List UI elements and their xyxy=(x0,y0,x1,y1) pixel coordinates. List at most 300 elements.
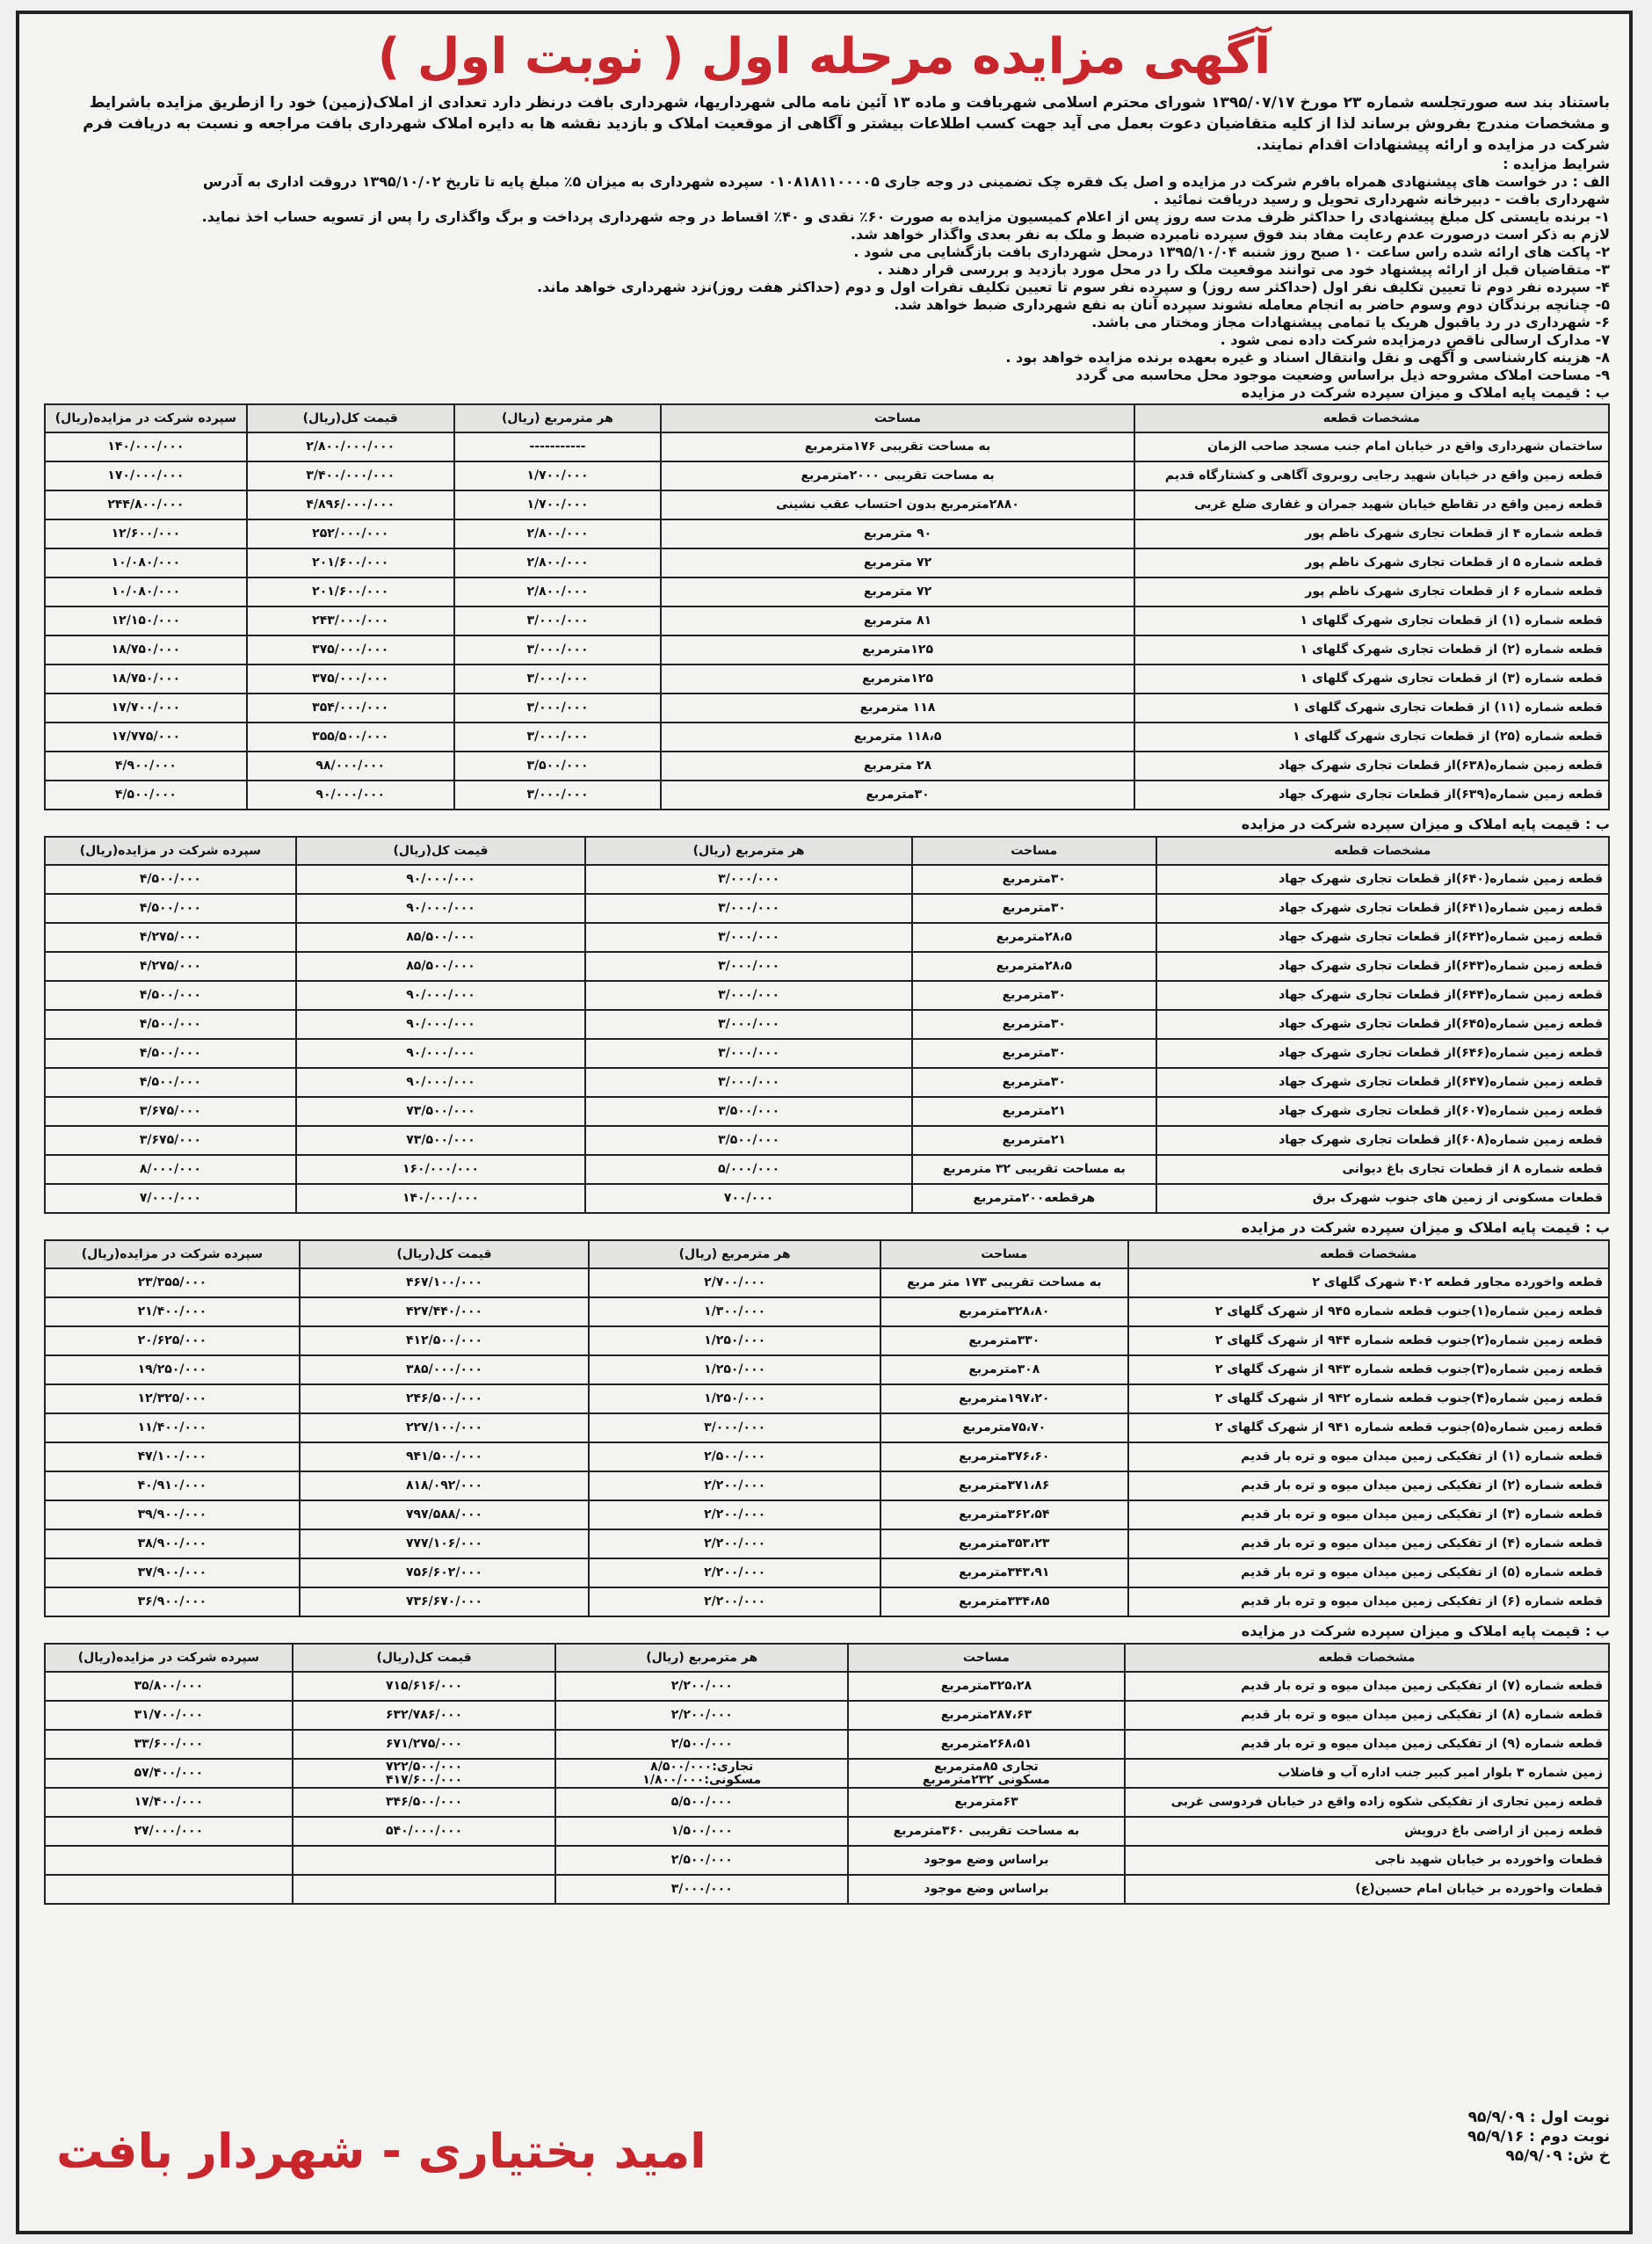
cell-per-m: ۳/۰۰۰/۰۰۰ xyxy=(585,981,912,1010)
cell-area: ۳۷۶،۶۰مترمربع xyxy=(880,1442,1128,1471)
table-row xyxy=(45,1672,1609,1701)
cell-area: ۳۲۵،۲۸مترمربع xyxy=(848,1672,1125,1701)
cell-total xyxy=(293,1875,556,1904)
cell-deposit: ۴۷/۱۰۰/۰۰۰ xyxy=(45,1442,300,1471)
cell-area: هرقطعه۲۰۰مترمربع xyxy=(912,1184,1156,1213)
cell-desc: زمین شماره ۳ بلوار امیر کبیر جنب اداره آب و فاضلاب xyxy=(1125,1759,1609,1788)
cell-total: ۷۳/۵۰۰/۰۰۰ xyxy=(296,1126,586,1155)
cell-total: ۷۳/۵۰۰/۰۰۰ xyxy=(296,1097,586,1126)
table-row xyxy=(45,894,1609,923)
cell-desc: قطعه زمین تجاری از تفکیکی شکوه زاده واقع در خیابان فردوسی غربی xyxy=(1125,1788,1609,1817)
condition-line: ۸- هزینه کارشناسی و آگهی و نقل وانتقال اسناد و غیره بعهده برنده مزایده خواهد بود . xyxy=(1005,349,1610,366)
cell-deposit: ۳/۶۷۵/۰۰۰ xyxy=(45,1126,296,1155)
cell-deposit: ۳۷/۹۰۰/۰۰۰ xyxy=(45,1558,300,1587)
cell-area: براساس وضع موجود xyxy=(848,1846,1125,1875)
table-row xyxy=(45,606,1609,635)
header-area: مساحت xyxy=(880,1240,1128,1268)
cell-deposit: ۲۴۴/۸۰۰/۰۰۰ xyxy=(45,490,247,519)
cell-total: ۸۵/۵۰۰/۰۰۰ xyxy=(296,952,586,981)
table-row xyxy=(45,1442,1609,1471)
conditions-title: شرایط مزایده : xyxy=(1503,156,1610,172)
cell-per-m: تجاری:۸/۵۰۰/۰۰۰ مسکونی:۱/۸۰۰/۰۰۰ xyxy=(555,1759,848,1788)
cell-desc: قطعه زمین شماره(۶۰۸)از قطعات تجاری شهرک جهاد xyxy=(1156,1126,1609,1155)
cell-per-m: ۱/۲۵۰/۰۰۰ xyxy=(589,1384,880,1413)
cell-total: ۲/۸۰۰/۰۰۰/۰۰۰ xyxy=(247,432,454,461)
cell-per-m: ۳/۰۰۰/۰۰۰ xyxy=(585,1010,912,1039)
cell-per-m: ۲/۲۰۰/۰۰۰ xyxy=(589,1529,880,1558)
cell-deposit xyxy=(45,1875,293,1904)
header-area: مساحت xyxy=(661,404,1134,432)
cell-desc: قطعه شماره ۸ از قطعات تجاری باغ دیوانی xyxy=(1156,1155,1609,1184)
cell-desc: قطعه زمین شماره(۶۳۸)از قطعات تجاری شهرک جهاد xyxy=(1134,752,1609,781)
cell-area: ۳۳۰مترمربع xyxy=(880,1326,1128,1355)
publication-dates xyxy=(1467,2108,1610,2166)
cell-desc: قطعه زمین شماره(۶۴۷)از قطعات تجاری شهرک جهاد xyxy=(1156,1068,1609,1097)
cell-total: ۹۰/۰۰۰/۰۰۰ xyxy=(247,781,454,810)
cell-desc: قطعه زمین واقع در تقاطع خیابان شهید جمران و غفاری ضلع غربی xyxy=(1134,490,1609,519)
table-row xyxy=(45,1788,1609,1817)
cell-total: ۸۱۸/۰۹۲/۰۰۰ xyxy=(300,1471,590,1500)
intro-line: باستناد بند سه صورتجلسه شماره ۲۳ مورخ ۱۳۹۵/۰۷/۱۷ شورای محترم اسلامی شهربافت و ماده ۱۳ آئین نامه مالی شهرداریها، شهرداری بافت درنظر دارد تعدادی از املاک(زمین) خود را ازطریق مزایده باشرایط xyxy=(89,94,1610,112)
cell-area: ۳۰۸مترمربع xyxy=(880,1355,1128,1384)
table-row xyxy=(45,577,1609,606)
table-row xyxy=(45,1875,1609,1904)
cell-area: ۳۴۳،۹۱مترمربع xyxy=(880,1558,1128,1587)
cell-per-m: ۱/۳۰۰/۰۰۰ xyxy=(589,1297,880,1326)
cell-per-m: ۲/۲۰۰/۰۰۰ xyxy=(589,1558,880,1587)
cell-area: ۳۰مترمربع xyxy=(912,1039,1156,1068)
mayor-signature: امید بختیاری - شهردار بافت xyxy=(56,2124,706,2179)
cell-total: ۶۷۱/۲۷۵/۰۰۰ xyxy=(293,1730,556,1759)
table-row xyxy=(45,1759,1609,1788)
table-row xyxy=(45,1471,1609,1500)
cell-deposit: ۱۲/۱۵۰/۰۰۰ xyxy=(45,606,247,635)
cell-per-m: ۳/۰۰۰/۰۰۰ xyxy=(454,723,662,752)
cell-total: ۴۶۷/۱۰۰/۰۰۰ xyxy=(300,1268,590,1297)
cell-deposit: ۱۷/۷۷۵/۰۰۰ xyxy=(45,723,247,752)
notice-title: آگهی مزایده مرحله اول ( نوبت اول ) xyxy=(377,28,1272,85)
header-desc: مشخصات قطعه xyxy=(1134,404,1609,432)
condition-line: ۶- شهرداری در رد یاقبول هریک یا تمامی پیشنهادات مجاز ومختار می باشد. xyxy=(1091,314,1610,330)
cell-area: ۳۰مترمربع xyxy=(912,865,1156,894)
price-table-1 xyxy=(44,403,1610,810)
cell-area: ۱۱۸ مترمربع xyxy=(661,694,1134,723)
cell-area: به مساحت تقریبی ۱۷۳ متر مربع xyxy=(880,1268,1128,1297)
cell-total: ۲۴۳/۰۰۰/۰۰۰ xyxy=(247,606,454,635)
cell-desc: قطعه شماره (۸) از تفکیکی زمین میدان میوه و تره بار قدیم xyxy=(1125,1701,1609,1730)
cell-total: ۱۶۰/۰۰۰/۰۰۰ xyxy=(296,1155,586,1184)
cell-deposit: ۴/۵۰۰/۰۰۰ xyxy=(45,1039,296,1068)
cell-desc: قطعه زمین شماره(۶۰۷)از قطعات تجاری شهرک جهاد xyxy=(1156,1097,1609,1126)
cell-deposit: ۱۲/۶۰۰/۰۰۰ xyxy=(45,519,247,548)
cell-area: ۳۰مترمربع xyxy=(912,894,1156,923)
cell-deposit: ۴/۲۷۵/۰۰۰ xyxy=(45,952,296,981)
section-heading: ب : قیمت پایه املاک و میزان سپرده شرکت در مزایده xyxy=(1241,1219,1610,1236)
table-row xyxy=(45,1846,1609,1875)
cell-deposit: ۷/۰۰۰/۰۰۰ xyxy=(45,1184,296,1213)
cell-per-m: ۲/۸۰۰/۰۰۰ xyxy=(454,548,662,577)
cell-per-m: ۳/۰۰۰/۰۰۰ xyxy=(589,1413,880,1442)
cell-area: ۲۸۷،۶۳مترمربع xyxy=(848,1701,1125,1730)
first-publication-date: نوبت اول : ۹۵/۹/۰۹ xyxy=(1467,2109,1610,2126)
table-row xyxy=(45,923,1609,952)
header-area: مساحت xyxy=(848,1644,1125,1672)
table-row xyxy=(45,1529,1609,1558)
cell-desc: قطعات واخورده بر خیابان امام حسین(ع) xyxy=(1125,1875,1609,1904)
cell-desc: قطعه زمین شماره(۵)جنوب قطعه شماره ۹۴۱ از شهرک گلهای ۲ xyxy=(1128,1413,1609,1442)
intro-paragraph xyxy=(39,92,1610,156)
cell-total: ۹۰/۰۰۰/۰۰۰ xyxy=(296,1039,586,1068)
cell-deposit: ۴/۵۰۰/۰۰۰ xyxy=(45,865,296,894)
condition-line: ب : قیمت پایه املاک و میزان سپرده شرکت در مزایده xyxy=(1241,384,1610,401)
cell-per-m: ۵/۰۰۰/۰۰۰ xyxy=(585,1155,912,1184)
condition-line: ۷- مدارک ارسالی ناقص درمزایده شرکت داده نمی شود . xyxy=(1220,331,1610,348)
table-row xyxy=(45,952,1609,981)
cell-deposit: ۱۷/۷۰۰/۰۰۰ xyxy=(45,694,247,723)
cell-area: ۲۸ مترمربع xyxy=(661,752,1134,781)
cell-deposit: ۱۷/۴۰۰/۰۰۰ xyxy=(45,1788,293,1817)
cell-per-m: ۲/۲۰۰/۰۰۰ xyxy=(589,1471,880,1500)
cell-deposit: ۳۹/۹۰۰/۰۰۰ xyxy=(45,1500,300,1529)
cell-area: ۳۵۳،۲۳مترمربع xyxy=(880,1529,1128,1558)
table-row xyxy=(45,1097,1609,1126)
cell-per-m: ۲/۵۰۰/۰۰۰ xyxy=(589,1442,880,1471)
cell-total: ۷۳۶/۶۷۰/۰۰۰ xyxy=(300,1587,590,1616)
cell-total: ۳/۴۰۰/۰۰۰/۰۰۰ xyxy=(247,461,454,490)
table-row xyxy=(45,1039,1609,1068)
cell-desc: قطعه زمین شماره(۶۴۴)از قطعات تجاری شهرک جهاد xyxy=(1156,981,1609,1010)
cell-per-m: ۳/۵۰۰/۰۰۰ xyxy=(585,1097,912,1126)
table-row xyxy=(45,1355,1609,1384)
cell-area: ۹۰ مترمربع xyxy=(661,519,1134,548)
cell-desc: قطعات مسکونی از زمین های جنوب شهرک برق xyxy=(1156,1184,1609,1213)
table-row xyxy=(45,490,1609,519)
header-desc: مشخصات قطعه xyxy=(1156,837,1609,865)
condition-line: ۱- برنده بایستی کل مبلغ پیشنهادی را حداکثر ظرف مدت سه روز پس از اعلام کمیسیون مزایده به صورت ۶۰٪ نقدی و ۴۰٪ اقساط در وجه شهرداری پرداخت و برگ واگذاری را پس از تسویه حساب اخذ نماید. xyxy=(201,208,1610,225)
cell-desc: قطعه شماره (۵) از تفکیکی زمین میدان میوه و تره بار قدیم xyxy=(1128,1558,1609,1587)
cell-deposit: ۲۱/۴۰۰/۰۰۰ xyxy=(45,1297,300,1326)
table-row xyxy=(45,1268,1609,1297)
cell-desc: قطعه زمین شماره(۶۴۵)از قطعات تجاری شهرک جهاد xyxy=(1156,1010,1609,1039)
cell-deposit: ۳/۶۷۵/۰۰۰ xyxy=(45,1097,296,1126)
cell-area: ۲۱مترمربع xyxy=(912,1126,1156,1155)
cell-total: ۷۹۷/۵۸۸/۰۰۰ xyxy=(300,1500,590,1529)
header-per-m: هر مترمربع (ریال) xyxy=(585,837,912,865)
header-total: قیمت کل(ریال) xyxy=(300,1240,590,1268)
cell-total: ۵۴۰/۰۰۰/۰۰۰ xyxy=(293,1817,556,1846)
cell-per-m: ۳/۰۰۰/۰۰۰ xyxy=(555,1875,848,1904)
cell-deposit: ۱۱/۴۰۰/۰۰۰ xyxy=(45,1413,300,1442)
table-row xyxy=(45,1558,1609,1587)
cell-deposit: ۱۰/۰۸۰/۰۰۰ xyxy=(45,548,247,577)
header-per-m: هر مترمربع (ریال) xyxy=(454,404,662,432)
section-heading: ب : قیمت پایه املاک و میزان سپرده شرکت در مزایده xyxy=(1241,816,1610,832)
cell-deposit: ۳۵/۸۰۰/۰۰۰ xyxy=(45,1672,293,1701)
cell-total: ۹۰/۰۰۰/۰۰۰ xyxy=(296,894,586,923)
cell-area: ۳۰مترمربع xyxy=(912,1010,1156,1039)
cell-area: ۶۳مترمربع xyxy=(848,1788,1125,1817)
cell-desc: قطعه شماره (۴) از تفکیکی زمین میدان میوه و تره بار قدیم xyxy=(1128,1529,1609,1558)
second-publication-date: نوبت دوم : ۹۵/۹/۱۶ xyxy=(1467,2128,1610,2146)
condition-line: ۳- متقاضیان قبل از ارائه پیشنهاد خود می توانند موقعیت ملک را در محل مورد بازدید و بررسی قرار دهند . xyxy=(877,261,1610,278)
cell-per-m: ۲/۸۰۰/۰۰۰ xyxy=(454,519,662,548)
cell-total: ۴۲۷/۴۴۰/۰۰۰ xyxy=(300,1297,590,1326)
cell-desc: قطعه زمین شماره(۲)جنوب قطعه شماره ۹۴۴ از شهرک گلهای ۲ xyxy=(1128,1326,1609,1355)
cell-total: ۳۵۵/۵۰۰/۰۰۰ xyxy=(247,723,454,752)
cell-deposit: ۵۷/۴۰۰/۰۰۰ xyxy=(45,1759,293,1788)
header-deposit: سپرده شرکت در مزایده(ریال) xyxy=(45,404,247,432)
cell-deposit: ۱۷۰/۰۰۰/۰۰۰ xyxy=(45,461,247,490)
table-row xyxy=(45,1500,1609,1529)
cell-per-m: ۳/۰۰۰/۰۰۰ xyxy=(585,952,912,981)
cell-desc: قطعه زمین شماره(۶۳۹)از قطعات تجاری شهرک جهاد xyxy=(1134,781,1609,810)
cell-per-m: ۱/۲۵۰/۰۰۰ xyxy=(589,1326,880,1355)
header-per-m: هر مترمربع (ریال) xyxy=(589,1240,880,1268)
header-desc: مشخصات قطعه xyxy=(1128,1240,1609,1268)
cell-desc: قطعه شماره ۴ از قطعات تجاری شهرک ناظم پور xyxy=(1134,519,1609,548)
table-row xyxy=(45,1010,1609,1039)
table-row xyxy=(45,981,1609,1010)
cell-area: ۷۵،۷۰مترمربع xyxy=(880,1413,1128,1442)
table-row xyxy=(45,664,1609,694)
cell-per-m: ۳/۰۰۰/۰۰۰ xyxy=(454,606,662,635)
conditions-list xyxy=(39,156,1610,402)
cell-deposit: ۴/۹۰۰/۰۰۰ xyxy=(45,752,247,781)
cell-desc: قطعه شماره (۳) از قطعات تجاری شهرک گلهای ۱ xyxy=(1134,664,1609,694)
cell-deposit: ۲۳/۳۵۵/۰۰۰ xyxy=(45,1268,300,1297)
cell-area: براساس وضع موجود xyxy=(848,1875,1125,1904)
table-row xyxy=(45,1126,1609,1155)
cell-area: به مساحت تقریبی ۲۰۰۰مترمربع xyxy=(661,461,1134,490)
cell-per-m: ۳/۰۰۰/۰۰۰ xyxy=(454,664,662,694)
cell-total: ۴۱۲/۵۰۰/۰۰۰ xyxy=(300,1326,590,1355)
cell-per-m: ۵/۵۰۰/۰۰۰ xyxy=(555,1788,848,1817)
cell-total: ۹۰/۰۰۰/۰۰۰ xyxy=(296,865,586,894)
cell-area: ۲۱مترمربع xyxy=(912,1097,1156,1126)
condition-line: ۲- پاکت های ارائه شده راس ساعت ۱۰ صبح روز شنبه ۱۳۹۵/۱۰/۰۴ درمحل شهرداری بافت بازگشایی می شود . xyxy=(853,243,1610,260)
cell-total: ۷۵۶/۶۰۲/۰۰۰ xyxy=(300,1558,590,1587)
table-row xyxy=(45,1326,1609,1355)
cell-total: ۹۸/۰۰۰/۰۰۰ xyxy=(247,752,454,781)
cell-area: ۳۷۱،۸۶مترمربع xyxy=(880,1471,1128,1500)
auction-notice xyxy=(16,11,1633,2234)
cell-total: ۲۴۶/۵۰۰/۰۰۰ xyxy=(300,1384,590,1413)
intro-line: شرکت در مزایده و ارائه پیشنهادات اقدام نمایند. xyxy=(1256,136,1610,154)
cell-desc: قطعه زمین شماره(۶۴۱)از قطعات تجاری شهرک جهاد xyxy=(1156,894,1609,923)
cell-total: ۳۸۵/۰۰۰/۰۰۰ xyxy=(300,1355,590,1384)
cell-total: ۳۷۵/۰۰۰/۰۰۰ xyxy=(247,664,454,694)
cell-area: ۲۸،۵مترمربع xyxy=(912,952,1156,981)
cell-desc: قطعه زمین شماره(۳)جنوب قطعه شماره ۹۴۳ از شهرک گلهای ۲ xyxy=(1128,1355,1609,1384)
reference-code: خ ش: ۹۵/۹/۰۹ xyxy=(1505,2147,1610,2165)
table-row xyxy=(45,635,1609,664)
cell-total: ۹۰/۰۰۰/۰۰۰ xyxy=(296,1010,586,1039)
condition-line: ۹- مساحت املاک مشروحه ذیل براساس وضعیت موجود محل محاسبه می گردد xyxy=(1076,367,1610,383)
condition-line: لازم به ذکر است درصورت عدم رعایت مفاد بند فوق سپرده نامبرده ضبط و ملک به نفر بعدی واگذار خواهد شد. xyxy=(850,226,1610,243)
table-row xyxy=(45,432,1609,461)
cell-deposit: ۴/۵۰۰/۰۰۰ xyxy=(45,981,296,1010)
cell-area: به مساحت تقریبی ۱۷۶مترمربع xyxy=(661,432,1134,461)
table-header-row xyxy=(45,404,1609,432)
table-row xyxy=(45,519,1609,548)
cell-deposit: ۳۶/۹۰۰/۰۰۰ xyxy=(45,1587,300,1616)
cell-deposit: ۲۰/۶۲۵/۰۰۰ xyxy=(45,1326,300,1355)
cell-per-m: ۱/۷۰۰/۰۰۰ xyxy=(454,490,662,519)
cell-total xyxy=(293,1846,556,1875)
cell-area: ۲۸۸۰مترمربع بدون احتساب عقب نشینی xyxy=(661,490,1134,519)
section-heading: ب : قیمت پایه املاک و میزان سپرده شرکت در مزایده xyxy=(1241,1623,1610,1639)
cell-area: ۱۱۸،۵ مترمربع xyxy=(661,723,1134,752)
cell-deposit: ۴/۵۰۰/۰۰۰ xyxy=(45,1010,296,1039)
cell-desc: قطعه شماره (۶) از تفکیکی زمین میدان میوه و تره بار قدیم xyxy=(1128,1587,1609,1616)
cell-per-m: ۳/۰۰۰/۰۰۰ xyxy=(454,781,662,810)
cell-desc: قطعه زمین شماره(۴)جنوب قطعه شماره ۹۴۲ از شهرک گلهای ۲ xyxy=(1128,1384,1609,1413)
cell-per-m: ----------- xyxy=(454,432,662,461)
table-row xyxy=(45,1384,1609,1413)
cell-total: ۹۰/۰۰۰/۰۰۰ xyxy=(296,1068,586,1097)
price-table-4 xyxy=(44,1643,1610,1905)
cell-desc: قطعه شماره (۱) از قطعات تجاری شهرک گلهای ۱ xyxy=(1134,606,1609,635)
cell-deposit: ۱۰/۰۸۰/۰۰۰ xyxy=(45,577,247,606)
cell-deposit: ۳۳/۶۰۰/۰۰۰ xyxy=(45,1730,293,1759)
table-row xyxy=(45,1587,1609,1616)
cell-area: به مساحت تقریبی ۳۶۰مترمربع xyxy=(848,1817,1125,1846)
cell-per-m: ۳/۰۰۰/۰۰۰ xyxy=(585,894,912,923)
header-per-m: هر مترمربع (ریال) xyxy=(555,1644,848,1672)
cell-total: ۲۰۱/۶۰۰/۰۰۰ xyxy=(247,548,454,577)
header-total: قیمت کل(ریال) xyxy=(296,837,586,865)
table-row xyxy=(45,865,1609,894)
cell-desc: قطعه شماره (۱) از تفکیکی زمین میدان میوه و تره بار قدیم xyxy=(1128,1442,1609,1471)
table-header-row xyxy=(45,1644,1609,1672)
cell-desc: قطعه شماره (۲۵) از قطعات تجاری شهرک گلهای ۱ xyxy=(1134,723,1609,752)
header-desc: مشخصات قطعه xyxy=(1125,1644,1609,1672)
cell-desc: قطعه شماره ۶ از قطعات تجاری شهرک ناظم پور xyxy=(1134,577,1609,606)
table-row xyxy=(45,1297,1609,1326)
cell-deposit: ۳۱/۷۰۰/۰۰۰ xyxy=(45,1701,293,1730)
cell-total: ۳۷۵/۰۰۰/۰۰۰ xyxy=(247,635,454,664)
header-area: مساحت xyxy=(912,837,1156,865)
table-row xyxy=(45,781,1609,810)
condition-line: ۵- چنانچه برندگان دوم وسوم حاضر به انجام معامله نشوند سپرده آنان به نفع شهرداری ضبط خواهد شد. xyxy=(894,296,1610,313)
cell-per-m: ۱/۵۰۰/۰۰۰ xyxy=(555,1817,848,1846)
cell-area: ۷۲ مترمربع xyxy=(661,577,1134,606)
table-row xyxy=(45,1068,1609,1097)
cell-area: تجاری ۸۵مترمربع مسکونی ۲۳۲مترمربع xyxy=(848,1759,1125,1788)
cell-per-m: ۲/۲۰۰/۰۰۰ xyxy=(589,1500,880,1529)
header-deposit: سپرده شرکت در مزایده(ریال) xyxy=(45,1644,293,1672)
cell-total: ۷۷۷/۱۰۶/۰۰۰ xyxy=(300,1529,590,1558)
condition-line: الف : در خواست های پیشنهادی همراه بافرم شرکت در مزایده و اصل یک فقره چک تضمینی در وجه جاری ۰۱۰۸۱۸۱۱۰۰۰۰۵ سپرده شهرداری به میزان ۵٪ مبلغ پایه تا تاریخ ۱۳۹۵/۱۰/۰۲ دروقت اداری به آدرس xyxy=(202,173,1610,190)
cell-per-m: ۲/۵۰۰/۰۰۰ xyxy=(555,1730,848,1759)
cell-desc: قطعه شماره (۷) از تفکیکی زمین میدان میوه و تره بار قدیم xyxy=(1125,1672,1609,1701)
cell-desc: قطعه زمین از اراضی باغ درویش xyxy=(1125,1817,1609,1846)
cell-area: ۳۶۲،۵۴مترمربع xyxy=(880,1500,1128,1529)
cell-area: ۱۲۵مترمربع xyxy=(661,635,1134,664)
cell-desc: قطعه زمین شماره(۱)جنوب قطعه شماره ۹۴۵ از شهرک گلهای ۲ xyxy=(1128,1297,1609,1326)
table-row xyxy=(45,461,1609,490)
cell-total: ۳۴۶/۵۰۰/۰۰۰ xyxy=(293,1788,556,1817)
cell-area: ۷۲ مترمربع xyxy=(661,548,1134,577)
table-row xyxy=(45,1155,1609,1184)
cell-per-m: ۳/۰۰۰/۰۰۰ xyxy=(585,923,912,952)
table-row xyxy=(45,694,1609,723)
cell-desc: قطعه شماره (۲) از قطعات تجاری شهرک گلهای ۱ xyxy=(1134,635,1609,664)
cell-desc: قطعه زمین شماره(۶۴۰)از قطعات تجاری شهرک جهاد xyxy=(1156,865,1609,894)
notice-footer xyxy=(39,2108,1610,2213)
cell-per-m: ۷۰۰/۰۰۰ xyxy=(585,1184,912,1213)
table-row xyxy=(45,752,1609,781)
cell-deposit: ۴/۲۷۵/۰۰۰ xyxy=(45,923,296,952)
condition-line: ۴- سپرده نفر دوم تا تعیین تکلیف نفر اول (حداکثر سه روز) و سپرده نفر سوم تا تعیین تکلیف نفرات اول و دوم (حداکثر هفت روز)نزد شهرداری خواهد ماند. xyxy=(537,279,1610,295)
cell-deposit: ۱۴۰/۰۰۰/۰۰۰ xyxy=(45,432,247,461)
cell-area: ۳۳۴،۸۵مترمربع xyxy=(880,1587,1128,1616)
cell-desc: ساختمان شهرداری واقع در خیابان امام جنب مسجد صاحب الزمان xyxy=(1134,432,1609,461)
cell-area: به مساحت تقریبی ۳۲ مترمربع xyxy=(912,1155,1156,1184)
cell-deposit: ۴۰/۹۱۰/۰۰۰ xyxy=(45,1471,300,1500)
cell-total: ۹۴۱/۵۰۰/۰۰۰ xyxy=(300,1442,590,1471)
cell-desc: قطعات واخورده بر خیابان شهید ناجی xyxy=(1125,1846,1609,1875)
table-header-row xyxy=(45,1240,1609,1268)
cell-deposit xyxy=(45,1846,293,1875)
cell-desc: قطعه شماره (۲) از تفکیکی زمین میدان میوه و تره بار قدیم xyxy=(1128,1471,1609,1500)
table-row xyxy=(45,1184,1609,1213)
price-table-3 xyxy=(44,1239,1610,1617)
cell-deposit: ۱۸/۷۵۰/۰۰۰ xyxy=(45,664,247,694)
cell-area: ۳۲۸،۸۰مترمربع xyxy=(880,1297,1128,1326)
cell-per-m: ۳/۰۰۰/۰۰۰ xyxy=(454,694,662,723)
cell-per-m: ۲/۷۰۰/۰۰۰ xyxy=(589,1268,880,1297)
table-row xyxy=(45,1730,1609,1759)
cell-desc: قطعه شماره (۱۱) از قطعات تجاری شهرک گلهای ۱ xyxy=(1134,694,1609,723)
header-deposit: سپرده شرکت در مزایده(ریال) xyxy=(45,837,296,865)
cell-area: ۱۲۵مترمربع xyxy=(661,664,1134,694)
cell-per-m: ۳/۰۰۰/۰۰۰ xyxy=(454,635,662,664)
cell-per-m: ۲/۸۰۰/۰۰۰ xyxy=(454,577,662,606)
cell-deposit: ۴/۵۰۰/۰۰۰ xyxy=(45,894,296,923)
cell-total: ۲۲۷/۱۰۰/۰۰۰ xyxy=(300,1413,590,1442)
cell-desc: قطعه شماره (۳) از تفکیکی زمین میدان میوه و تره بار قدیم xyxy=(1128,1500,1609,1529)
cell-per-m: ۲/۲۰۰/۰۰۰ xyxy=(589,1587,880,1616)
cell-deposit: ۱۸/۷۵۰/۰۰۰ xyxy=(45,635,247,664)
table-row xyxy=(45,548,1609,577)
cell-per-m: ۳/۰۰۰/۰۰۰ xyxy=(585,1068,912,1097)
table-header-row xyxy=(45,837,1609,865)
cell-total: ۲۵۲/۰۰۰/۰۰۰ xyxy=(247,519,454,548)
price-table-2 xyxy=(44,836,1610,1214)
cell-area: ۸۱ مترمربع xyxy=(661,606,1134,635)
cell-deposit: ۳۸/۹۰۰/۰۰۰ xyxy=(45,1529,300,1558)
cell-per-m: ۲/۵۰۰/۰۰۰ xyxy=(555,1846,848,1875)
cell-per-m: ۳/۵۰۰/۰۰۰ xyxy=(585,1126,912,1155)
cell-per-m: ۲/۲۰۰/۰۰۰ xyxy=(555,1672,848,1701)
cell-deposit: ۸/۰۰۰/۰۰۰ xyxy=(45,1155,296,1184)
cell-area: ۲۶۸،۵۱مترمربع xyxy=(848,1730,1125,1759)
table-row xyxy=(45,1701,1609,1730)
cell-total: ۲۰۱/۶۰۰/۰۰۰ xyxy=(247,577,454,606)
cell-deposit: ۴/۵۰۰/۰۰۰ xyxy=(45,781,247,810)
cell-per-m: ۳/۵۰۰/۰۰۰ xyxy=(454,752,662,781)
header-total: قیمت کل(ریال) xyxy=(247,404,454,432)
cell-desc: قطعه زمین شماره(۶۴۳)از قطعات تجاری شهرک جهاد xyxy=(1156,952,1609,981)
cell-per-m: ۳/۰۰۰/۰۰۰ xyxy=(585,1039,912,1068)
cell-area: ۳۰مترمربع xyxy=(912,1068,1156,1097)
header-deposit: سپرده شرکت در مزایده(ریال) xyxy=(45,1240,300,1268)
cell-total: ۴/۸۹۶/۰۰۰/۰۰۰ xyxy=(247,490,454,519)
cell-desc: قطعه شماره (۹) از تفکیکی زمین میدان میوه و تره بار قدیم xyxy=(1125,1730,1609,1759)
cell-desc: قطعه شماره ۵ از قطعات تجاری شهرک ناظم پور xyxy=(1134,548,1609,577)
condition-line: شهرداری بافت - دبیرخانه شهرداری تحویل و رسید دریافت نمائید . xyxy=(1153,191,1610,207)
